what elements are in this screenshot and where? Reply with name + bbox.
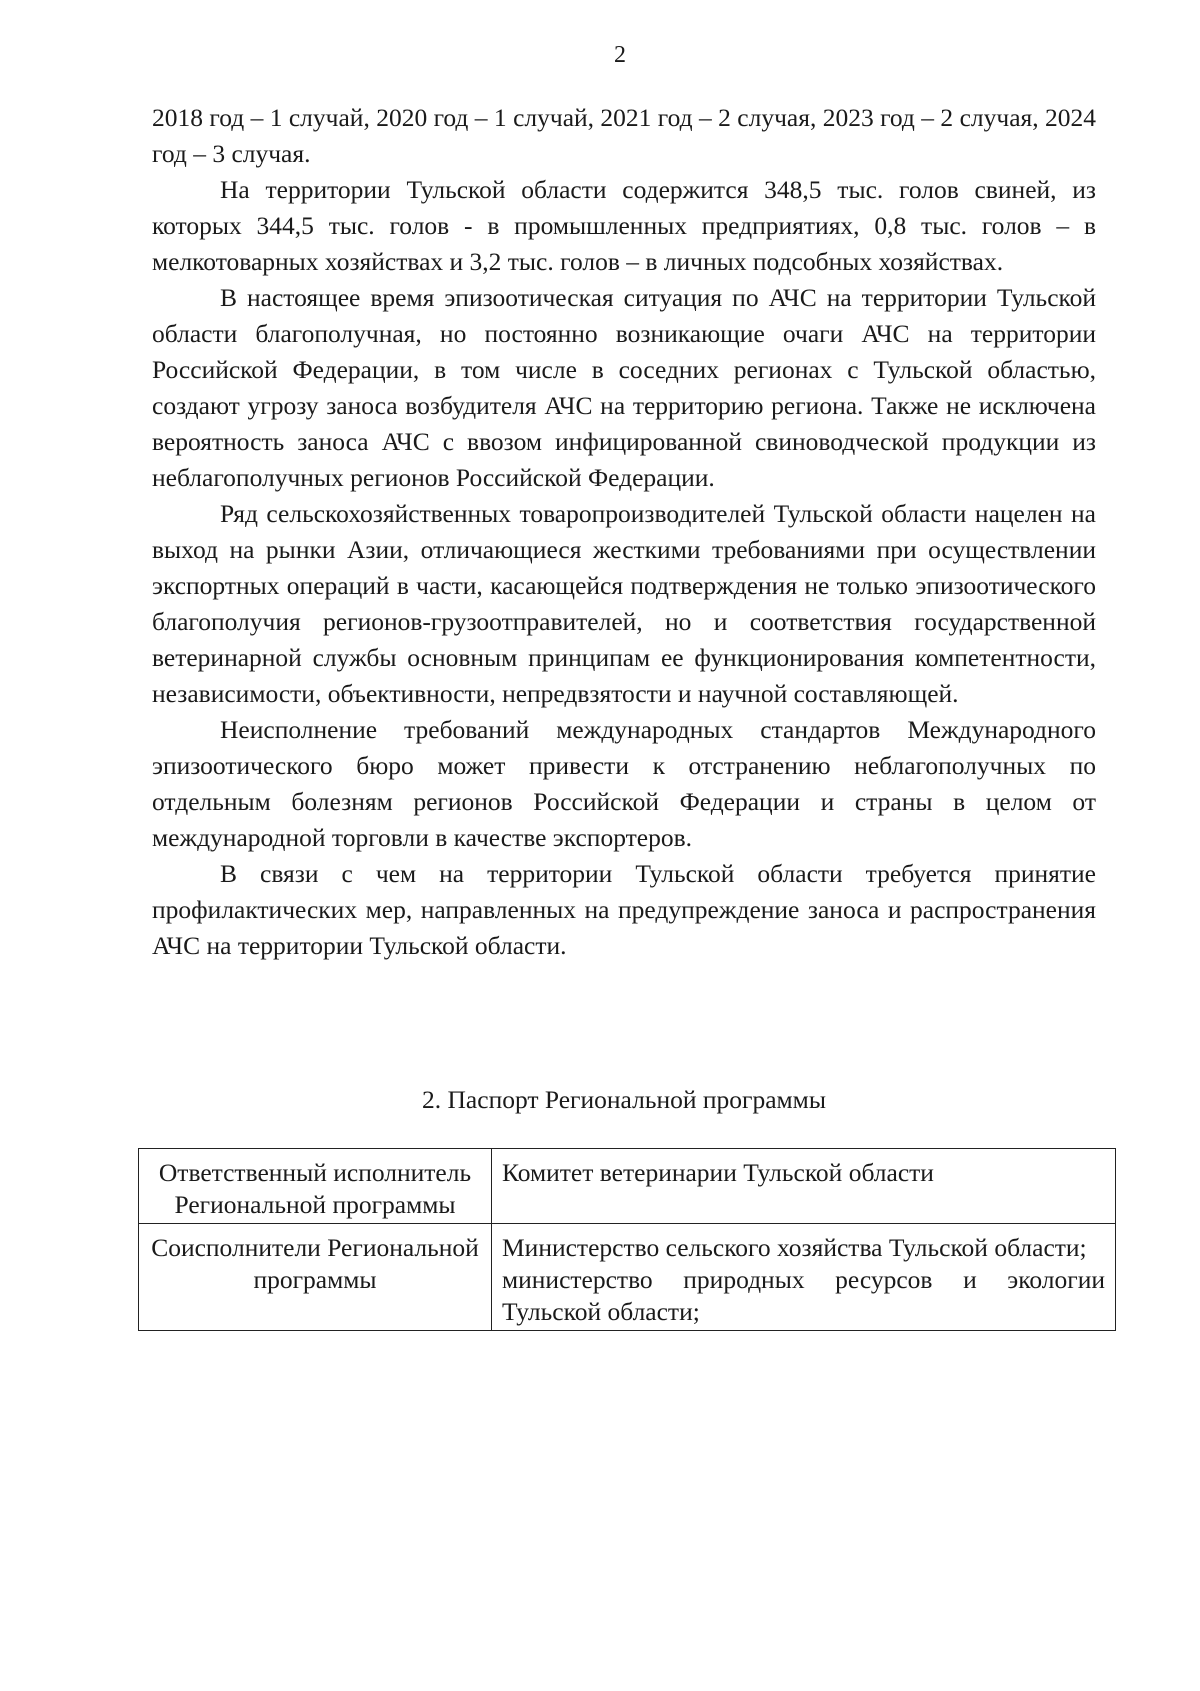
table-row	[139, 1224, 1116, 1331]
table-value-cell	[492, 1149, 1116, 1224]
body-text	[152, 100, 1096, 964]
paragraph-asian-markets: Ряд сельскохозяйственных товаропроизводителей Тульской области нацелен на выход на рынки Азии, отличающиеся жесткими требованиями при осуществлении экспортных операций в части, касающейся подтверждения не только эпизоотического благополучия регионов-грузоотправителей, но и соответствия государственной ветеринарной службы основным принципам ее функционирования компетентности, независимости, объективности, непредвзятости и научной составляющей.	[152, 499, 1096, 708]
table-label-cell: Соисполнители Региональной программы	[139, 1224, 492, 1331]
passport-table	[138, 1148, 1116, 1331]
paragraph-preventive-measures: В связи с чем на территории Тульской области требуется принятие профилактических мер, направленных на предупреждение заноса и распространения АЧС на территории Тульской области.	[152, 859, 1096, 960]
table-value-cell	[492, 1224, 1116, 1331]
table-value-line: министерство природных ресурсов и экологии Тульской области;	[502, 1265, 1105, 1326]
table-value-line: Министерство сельского хозяйства Тульской области;	[502, 1233, 1087, 1262]
paragraph-continuation: 2018 год – 1 случай, 2020 год – 1 случай, 2021 год – 2 случая, 2023 год – 2 случая, 2024 год – 3 случая.	[152, 103, 1096, 168]
section-heading: 2. Паспорт Региональной программы	[422, 1085, 826, 1114]
page-number: 2	[614, 42, 626, 68]
paragraph-pig-population: На территории Тульской области содержится 348,5 тыс. голов свиней, из которых 344,5 тыс. голов - в промышленных предприятиях, 0,8 тыс. голов – в мелкотоварных хозяйствах и 3,2 тыс. голов – в личных подсобных хозяйствах.	[152, 175, 1096, 276]
table-row	[139, 1149, 1116, 1224]
paragraph-international-standards: Неисполнение требований международных стандартов Международного эпизоотического бюро может привести к отстранению неблагополучных по отдельным болезням регионов Российской Федерации и страны в целом от международной торговли в качестве экспортеров.	[152, 715, 1096, 852]
table-value-line: Комитет ветеринарии Тульской области	[502, 1158, 934, 1187]
table-label-cell: Ответственный исполнитель Региональной программы	[139, 1149, 492, 1224]
paragraph-epizootic-situation: В настоящее время эпизоотическая ситуация по АЧС на территории Тульской области благополучная, но постоянно возникающие очаги АЧС на территории Российской Федерации, в том числе в соседних регионах с Тульской областью, создают угрозу заноса возбудителя АЧС на территорию региона. Также не исключена вероятность заноса АЧС с ввозом инфицированной свиноводческой продукции из неблагополучных регионов Российской Федерации.	[152, 283, 1096, 492]
